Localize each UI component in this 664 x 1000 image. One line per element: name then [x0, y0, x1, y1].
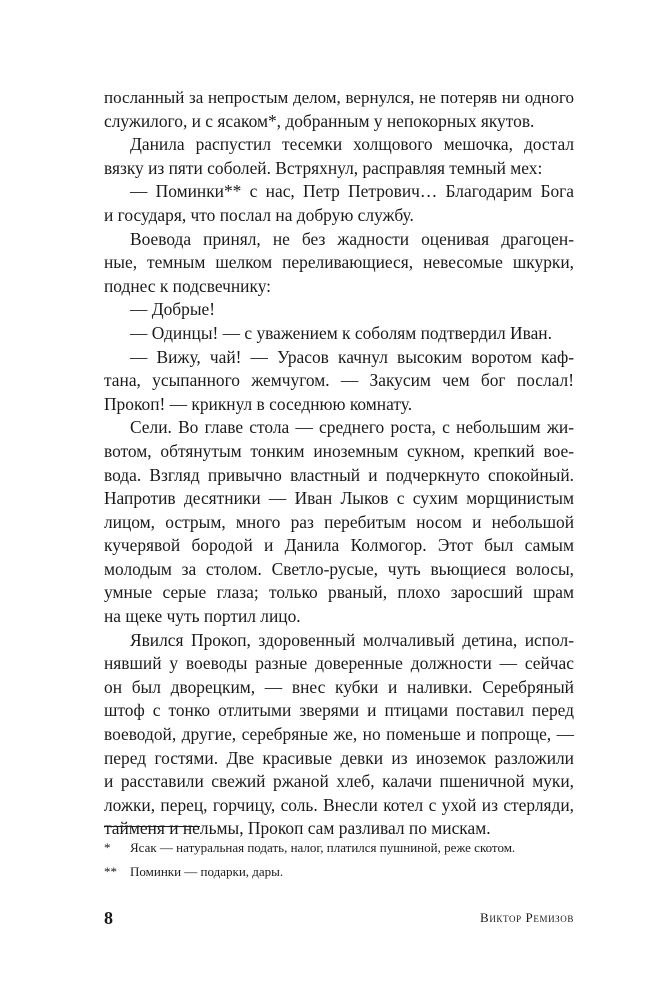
text-line: — Добрые! [130, 299, 216, 320]
text-line: на щеке чуть портил лицо. [104, 606, 301, 627]
text-line: Явился Прокоп, здоровенный молчаливый детина, испол- [130, 629, 574, 650]
text-line: ложки, перец, горчицу, соль. Внесли котел с ухой из стерляди, [104, 794, 574, 815]
text-line: Сели. Во главе стола — среднего роста, с небольшим жи- [130, 417, 574, 438]
footnote-text: Поминки — подарки, дары. [130, 864, 284, 879]
footnote-rule [104, 826, 200, 827]
footnote-mark: ** [104, 864, 117, 879]
text-line: вода. Взгляд привычно властный и подчеркнуто спокойный. [104, 464, 574, 485]
page-number: 8 [104, 908, 113, 928]
text-line: посланный за непростым делом, вернулся, не потеряв ни одного [104, 88, 574, 107]
footnote [104, 836, 574, 860]
text-line: Данила распустил тесемки холщового мешочка, достал [130, 134, 574, 155]
text-line: ные, темным шелком переливающиеся, невесомые шкурки, [104, 252, 574, 273]
text-line: лицом, острым, много раз перебитым носом и небольшой [104, 511, 574, 532]
text-line: — Одинцы! — с уважением к соболям подтвердил Иван. [130, 322, 552, 343]
text-line: вязку из пяти соболей. Встряхнул, расправляя темный мех: [104, 157, 543, 178]
text-line: тайменя и нельмы, Прокоп сам разливал по мискам. [104, 818, 491, 839]
text-line: служилого, и с ясаком*, добранным у непокорных якутов. [104, 110, 535, 131]
text-line: Напротив десятники — Иван Лыков с сухим морщинистым [104, 488, 574, 509]
footnote-mark: * [104, 840, 111, 855]
text-line: Воевода принял, не без жадности оценивая драгоцен- [130, 228, 574, 249]
text-line: кучерявой бородой и Данила Колмогор. Этот был самым [104, 535, 574, 556]
text-line: поднес к подсвечнику: [104, 275, 271, 296]
footnote-text: Ясак — натуральная подать, налог, платился пушниной, реже скотом. [130, 840, 516, 855]
text-line: молодым за столом. Светло-русые, чуть вьющиеся волосы, [104, 558, 574, 579]
text-line: умные серые глаза; только рваный, плохо заросший шрам [104, 582, 574, 603]
text-line: вотом, обтянутым тонким иноземным сукном, крепкий вое- [104, 440, 574, 461]
text-line: и расставили свежий ржаной хлеб, калачи пшеничной муки, [104, 771, 574, 792]
text-line: нявший у воеводы разные доверенные должности — сейчас [104, 653, 574, 674]
text-line: — Вижу, чай! — Урасов качнул высоким воротом каф- [130, 346, 574, 367]
body-text [104, 86, 574, 841]
text-line: перед гостями. Две красивые девки из иноземок разложили [104, 747, 574, 768]
text-line: он был дворецким, — внес кубки и наливки. Серебряный [104, 676, 574, 697]
text-line: — Поминки** с нас, Петр Петрович… Благодарим Бога [130, 181, 574, 202]
running-head-author: Виктор Ремизов [480, 910, 574, 925]
text-line: тана, усыпанного жемчугом. — Закусим чем бог послал! [104, 370, 574, 391]
text-line: и государя, что послал на добрую службу. [104, 204, 414, 225]
text-line: штоф с тонко отлитыми зверями и птицами поставил перед [104, 700, 574, 721]
page-footer [104, 906, 574, 930]
text-line: воеводой, другие, серебряные же, но поменьше и попроще, — [104, 724, 574, 745]
text-line: Прокоп! — крикнул в соседнюю комнату. [104, 393, 413, 414]
footnote [104, 860, 574, 884]
footnotes [104, 836, 574, 884]
